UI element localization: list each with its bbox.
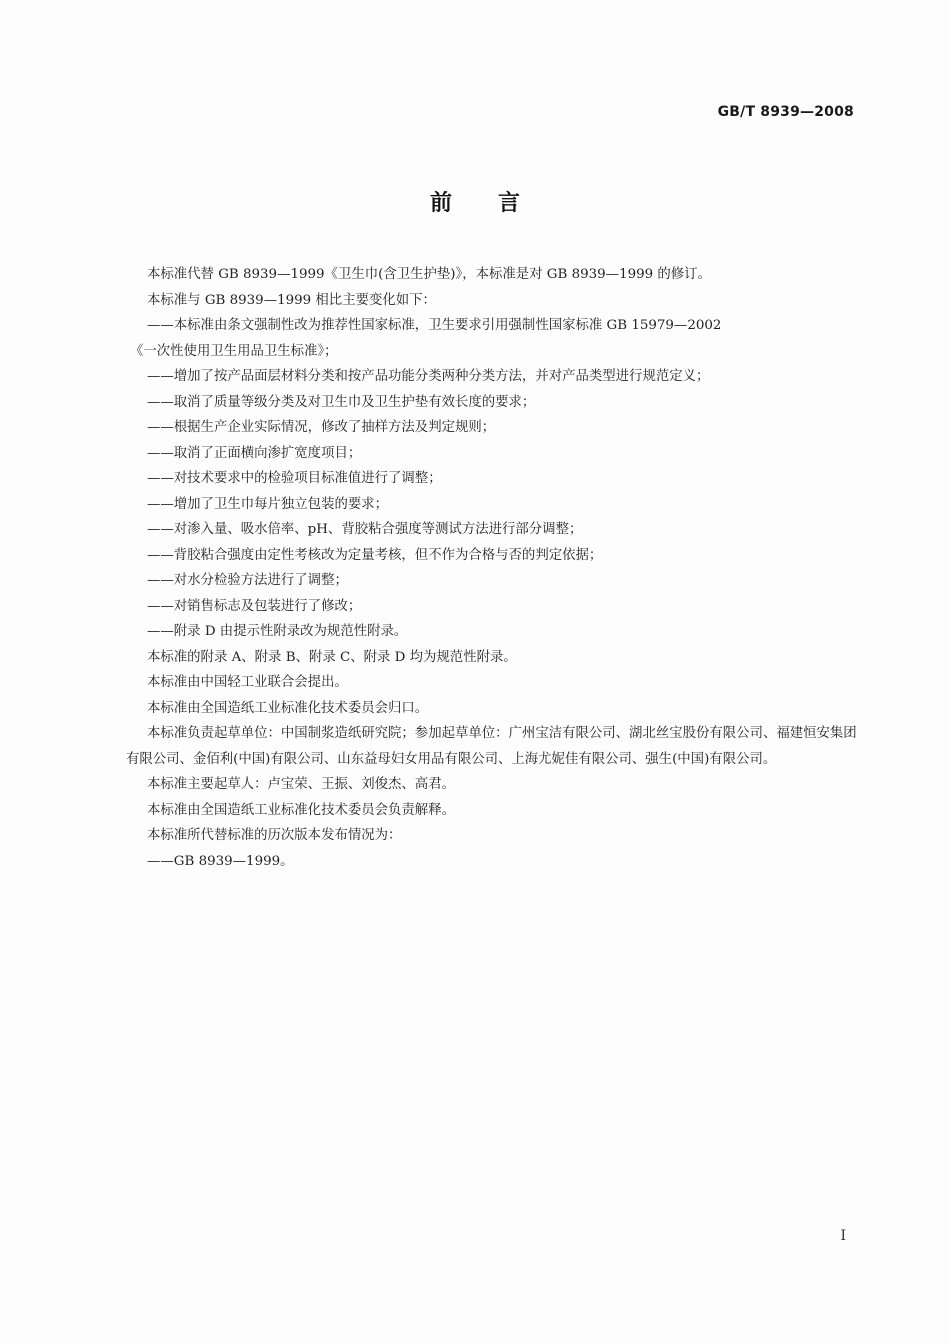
- change-item: ——取消了正面横向渗扩宽度项目；: [147, 445, 362, 461]
- paragraph-changes-intro: 本标准与 GB 8939—1999 相比主要变化如下：: [147, 292, 436, 308]
- paragraph-proposer: 本标准由中国轻工业联合会提出。: [147, 675, 348, 690]
- foreword-body: [126, 262, 859, 874]
- standard-code: GB/T 8939—2008: [717, 104, 854, 120]
- change-item: ——附录 D 由提示性附录改为规范性附录。: [147, 624, 408, 639]
- change-item: ——根据生产企业实际情况，修改了抽样方法及判定规则；: [147, 420, 496, 435]
- paragraph-drafting-units: 本标准负责起草单位：中国制浆造纸研究院；参加起草单位：广州宝洁有限公司、湖北丝宝股份有限公司、福建恒安集团有限公司、金佰利(中国)有限公司、山东益母妇女用品有限公司、上海尤妮佳有限公司、强生(中国)有限公司。: [126, 726, 857, 767]
- change-item: ——对渗入量、吸水倍率、pH、背胶粘合强度等测试方法进行部分调整；: [147, 522, 583, 537]
- page-title: 前言: [429, 191, 566, 216]
- change-item: ——背胶粘合强度由定性考核改为定量考核，但不作为合格与否的判定依据；: [147, 547, 603, 563]
- paragraph-history-intro: 本标准所代替标准的历次版本发布情况为：: [147, 828, 402, 843]
- change-item: ——增加了卫生巾每片独立包装的要求；: [147, 496, 389, 512]
- change-item: ——增加了按产品面层材料分类和按产品功能分类两种分类方法，并对产品类型进行规范定义；: [147, 369, 710, 384]
- change-item: ——取消了质量等级分类及对卫生巾及卫生护垫有效长度的要求；: [147, 394, 536, 410]
- page-number: I: [840, 1228, 846, 1244]
- paragraph-appendices: 本标准的附录 A、附录 B、附录 C、附录 D 均为规范性附录。: [147, 649, 517, 665]
- paragraph-interpretation: 本标准由全国造纸工业标准化技术委员会负责解释。: [147, 802, 455, 818]
- paragraph-drafters: 本标准主要起草人：卢宝荣、王振、刘俊杰、高君。: [147, 777, 455, 792]
- change-item-continuation: 《一次性使用卫生用品卫生标准》；: [130, 343, 338, 359]
- change-item: ——对水分检验方法进行了调整；: [147, 573, 348, 588]
- change-item: ——对技术要求中的检验项目标准值进行了调整；: [147, 471, 442, 486]
- paragraph-replacement: 本标准代替 GB 8939—1999《卫生巾(含卫生护垫)》，本标准是对 GB 8939—1999 的修订。: [147, 267, 711, 282]
- paragraph-administrator: 本标准由全国造纸工业标准化技术委员会归口。: [147, 700, 429, 716]
- history-item: ——GB 8939—1999。: [147, 853, 294, 869]
- change-item: ——本标准由条文强制性改为推荐性国家标准，卫生要求引用强制性国家标准 GB 15979—2002: [147, 318, 722, 333]
- change-item: ——对销售标志及包装进行了修改；: [147, 598, 362, 614]
